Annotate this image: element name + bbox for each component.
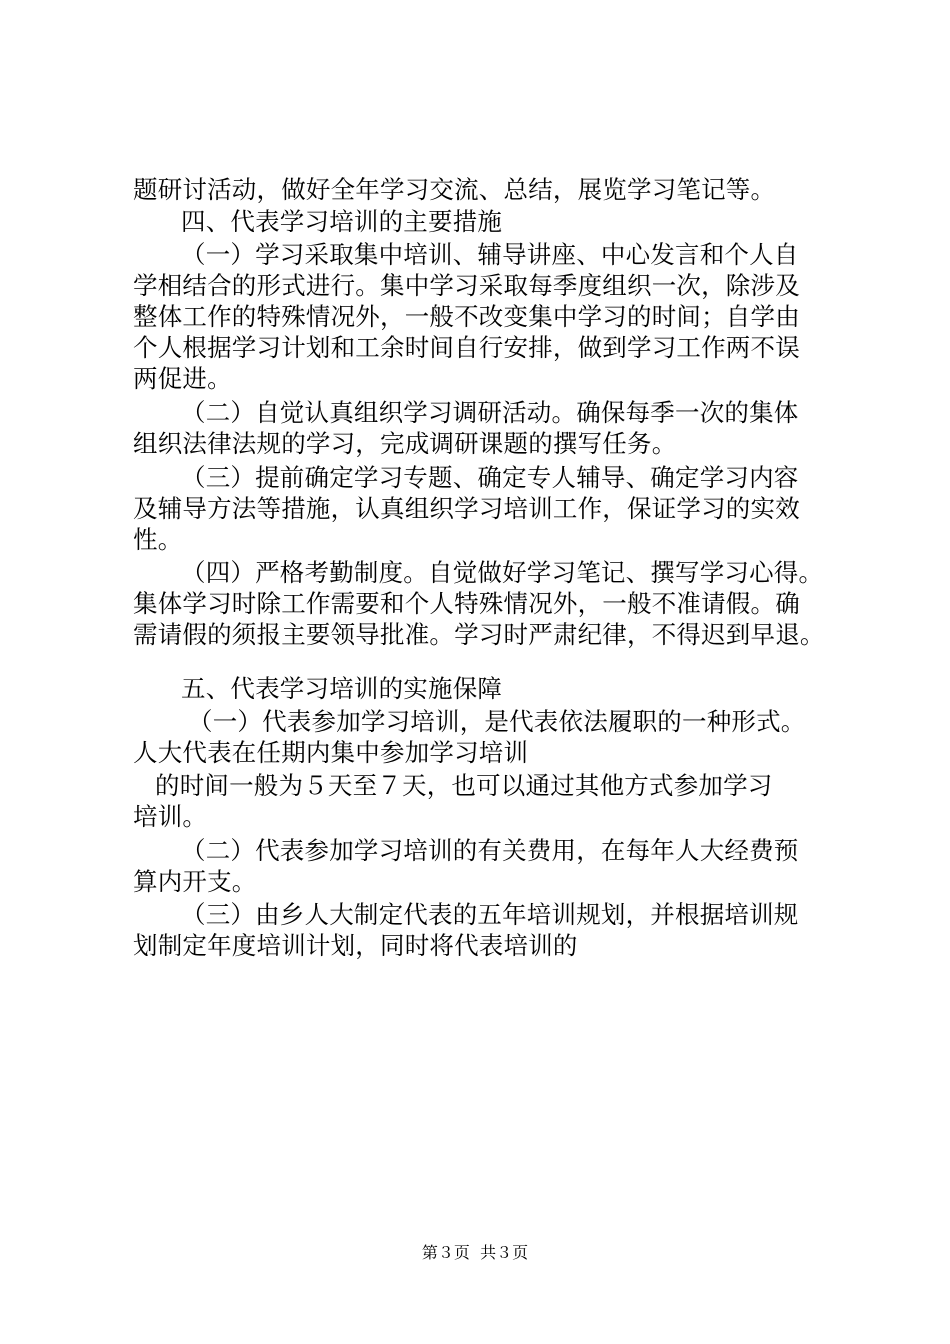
body-line: （三）由乡人大制定代表的五年培训规划，并根据培训规	[181, 900, 799, 929]
body-line: （一）学习采取集中培训、辅导讲座、中心发言和个人自	[181, 240, 799, 269]
body-line: （二）自觉认真组织学习调研活动。确保每季一次的集体	[181, 398, 799, 427]
body-line: 集体学习时除工作需要和个人特殊情况外，一般不准请假。确	[133, 589, 800, 618]
body-line: （二）代表参加学习培训的有关费用，在每年人大经费预	[181, 836, 799, 865]
body-line: 整体工作的特殊情况外，一般不改变集中学习的时间；自学由	[133, 302, 800, 331]
body-line: 个人根据学习计划和工余时间自行安排，做到学习工作两不误	[133, 333, 800, 362]
body-line: 学相结合的形式进行。集中学习采取每季度组织一次，除涉及	[133, 271, 800, 300]
body-line: 需请假的须报主要领导批准。学习时严肃纪律，不得迟到早退。	[133, 620, 825, 649]
body-line: 题研讨活动，做好全年学习交流、总结，展览学习笔记等。	[133, 175, 776, 204]
body-line: 人大代表在任期内集中参加学习培训	[133, 738, 529, 767]
body-line: 两促进。	[133, 364, 232, 393]
section-heading: 四、代表学习培训的主要措施	[181, 207, 503, 236]
body-line: 及辅导方法等措施，认真组织学习培训工作，保证学习的实效	[133, 494, 800, 523]
page-number-footer: 第３页 共３页	[421, 1243, 529, 1262]
body-line: 的时间一般为５天至７天，也可以通过其他方式参加学习	[155, 771, 773, 800]
body-line: （四）严格考勤制度。自觉做好学习笔记、撰写学习心得。	[181, 558, 824, 587]
section-heading: 五、代表学习培训的实施保障	[181, 674, 503, 703]
body-line: （三）提前确定学习专题、确定专人辅导、确定学习内容	[181, 463, 799, 492]
body-line: 培训。	[133, 802, 208, 831]
body-line: 性。	[133, 525, 183, 554]
body-line: 划制定年度培训计划，同时将代表培训的	[133, 931, 578, 960]
body-line: 组织法律法规的学习，完成调研课题的撰写任务。	[133, 429, 677, 458]
body-line: （一）代表参加学习培训，是代表依法履职的一种形式。	[188, 707, 806, 736]
body-line: 算内开支。	[133, 867, 257, 896]
